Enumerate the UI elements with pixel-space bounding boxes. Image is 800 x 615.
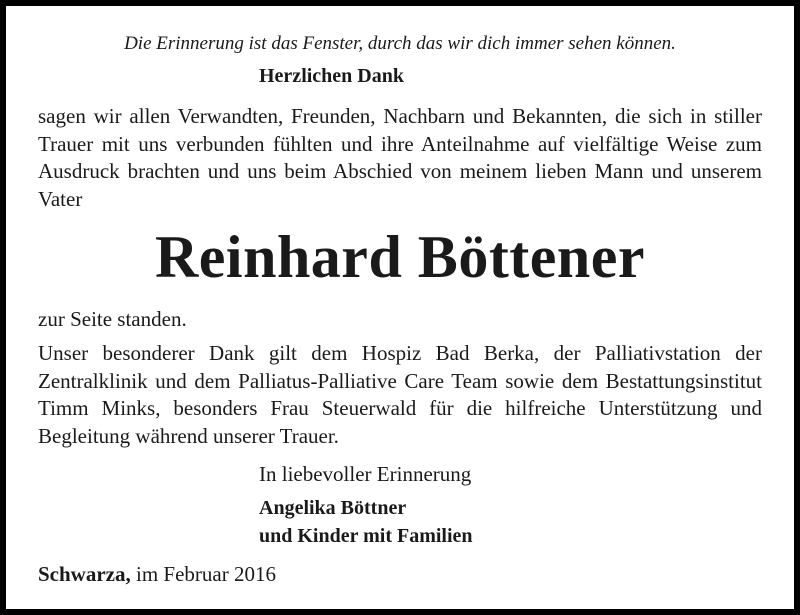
signatory-family: und Kinder mit Familien — [259, 525, 473, 547]
after-name-text: zur Seite standen. — [38, 307, 187, 331]
signatory-name: Angelika Böttner — [259, 497, 407, 519]
special-thanks-paragraph: Unser besonderer Dank gilt dem Hospiz Bad Berka, der Palliativstation der Zentralklinik und dem Palliatus-Palliative Care Team sowie dem Bestattungsinstitut Timm Minks, besonders Frau Steuerwald für die hilfreiche Unterstützung und Begleitung während unserer Trauer. — [38, 341, 762, 448]
closing-phrase: In liebevoller Erinnerung — [259, 462, 472, 486]
date: im Februar 2016 — [130, 562, 276, 586]
thanks-heading: Herzlichen Dank — [259, 65, 404, 87]
motto-quote: Die Erinnerung ist das Fenster, durch das wir dich immer sehen können. — [124, 33, 676, 54]
place: Schwarza, — [38, 562, 131, 586]
place-date — [38, 560, 276, 588]
intro-paragraph: sagen wir allen Verwandten, Freunden, Nachbarn und Bekannten, die sich in stiller Trauer mit uns verbunden fühlten und ihre Anteilnahme auf vielfältige Weise zum Ausdruck brachten und uns beim Abschied von meinem lieben Mann und unserem Vater — [38, 104, 762, 211]
deceased-name: Reinhard Böttener — [154, 224, 646, 290]
